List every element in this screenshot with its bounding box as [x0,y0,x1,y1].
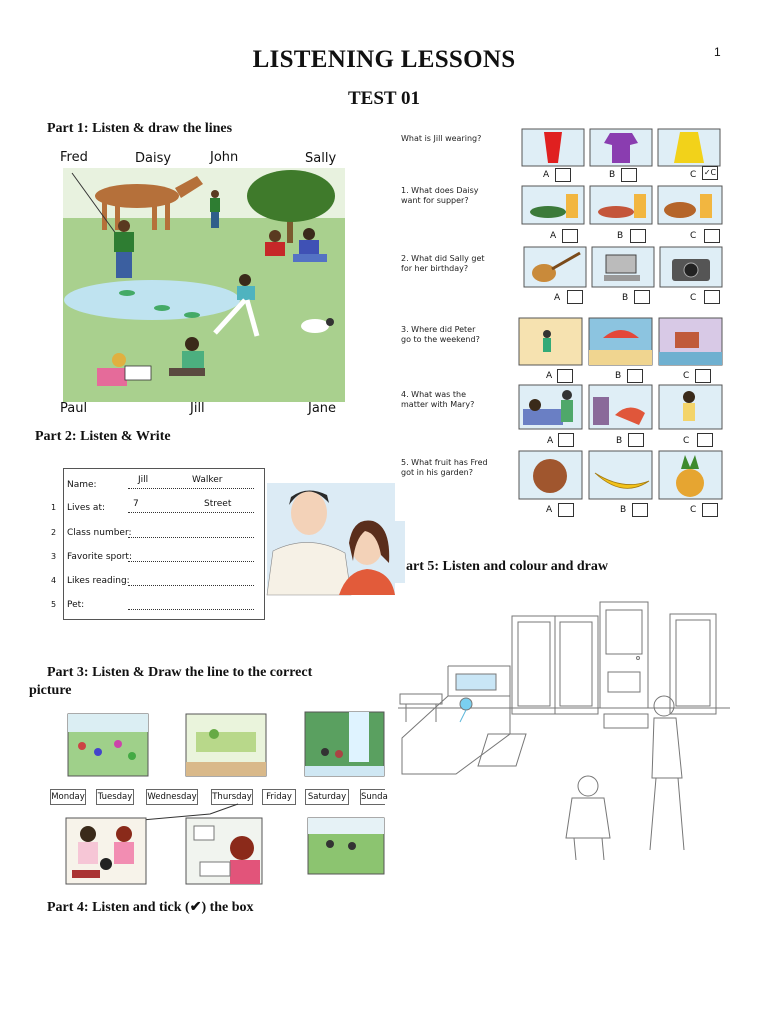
option-b-checkbox-q5[interactable] [632,503,648,517]
day-saturday[interactable]: Saturday [305,789,349,805]
option-b-checkbox-q0[interactable] [621,168,637,182]
day-thursday[interactable]: Thursday [211,789,253,805]
option-b-label-q3: B [615,371,622,381]
personal-info-form [63,468,265,620]
option-a-label-q4: A [547,436,554,446]
picture-park-walk [308,818,384,874]
option-c-label-q5: C [690,505,697,515]
option-b-label-q0: B [609,170,616,180]
page-title: LISTENING LESSONS [252,46,516,73]
option-c-label-q1: C [690,231,697,241]
form-num-2: 2 [51,528,57,537]
option-c-checkbox-q5[interactable] [702,503,718,517]
form-line-name [128,488,254,489]
park-scene-illustration [47,168,360,418]
name-sally: Sally [305,151,337,166]
day-sunday[interactable]: Sunda [360,789,385,805]
question-example: What is Jill wearing? [401,134,482,143]
option-a-label-q0: A [543,170,550,180]
form-label-name: Name: [67,480,97,490]
option-c-label-q2: C [690,293,697,303]
part5-heading: art 5: Listen and colour and draw [406,559,608,574]
form-line-favorite-sport[interactable] [128,561,254,562]
day-wednesday[interactable]: Wednesday [146,789,198,805]
picture-girl-reading [186,818,262,884]
form-label-lives-at: Lives at: [67,503,106,513]
option-c-checkbox-q1[interactable] [704,229,720,243]
answer-pictures-fruit [519,451,724,499]
page-number: 1 [714,45,721,59]
option-c-label-q4: C [683,436,690,446]
option-a-label-q5: A [546,505,553,515]
form-num-5: 5 [51,600,57,609]
picture-football-park [68,714,148,776]
option-b-checkbox-q2[interactable] [634,290,650,304]
option-a-label-q1: A [550,231,557,241]
option-a-label-q2: A [554,293,561,303]
form-num-3: 3 [51,552,57,561]
name-paul: Paul [60,401,88,416]
picture-birthday-girls [66,818,146,884]
form-label-class-number: Class number: [67,528,132,538]
name-jane: Jane [308,401,337,416]
part3-heading-cont: picture [29,683,72,698]
part3-heading: Part 3: Listen & Draw the line to the correct [47,665,313,680]
answer-pictures-birthday [524,247,724,287]
form-value-street: Street [204,499,232,509]
answer-pictures-weekend [519,318,724,365]
option-a-checkbox-q5[interactable] [558,503,574,517]
form-label-favorite-sport: Favorite sport: [67,552,132,562]
form-value-last-name: Walker [192,475,223,485]
name-jill: Jill [190,401,205,416]
option-a-checkbox-q0[interactable] [555,168,571,182]
option-c-checkbox-q4[interactable] [697,433,713,447]
form-line-lives-at[interactable] [128,512,254,513]
question-3: 3. Where did Peter go to the weekend? [401,325,480,344]
option-c-label-q3: C [683,371,690,381]
option-b-label-q1: B [617,231,624,241]
part2-heading: Part 2: Listen & Write [35,429,171,444]
form-num-1: 1 [51,503,57,512]
form-line-pet[interactable] [128,609,254,610]
part4-heading: Part 4: Listen and tick (✔) the box [47,900,254,915]
form-value-house-number: 7 [133,499,139,509]
man-woman-illustration [267,483,405,595]
day-friday[interactable]: Friday [262,789,296,805]
form-num-4: 4 [51,576,57,585]
answer-pictures-matter [519,385,724,429]
option-c-checkbox-q2[interactable] [704,290,720,304]
option-b-label-q2: B [622,293,629,303]
option-c-checkbox-q3[interactable] [695,369,711,383]
option-a-checkbox-q1[interactable] [562,229,578,243]
page-subtitle: TEST 01 [348,88,420,109]
form-label-pet: Pet: [67,600,85,610]
option-a-checkbox-q3[interactable] [557,369,573,383]
picture-waterfall-family [305,712,384,776]
option-b-checkbox-q1[interactable] [630,229,646,243]
option-b-label-q5: B [620,505,627,515]
option-c-checkbox-q0-ticked[interactable]: ✓C [702,166,718,180]
option-c-label-q0: C [690,170,697,180]
name-fred: Fred [60,150,88,165]
option-b-label-q4: B [616,436,623,446]
name-daisy: Daisy [135,151,172,166]
part1-heading: Part 1: Listen & draw the lines [47,121,233,136]
answer-pictures-supper [522,186,724,224]
option-a-checkbox-q4[interactable] [558,433,574,447]
question-5: 5. What fruit has Fred got in his garden? [401,458,488,477]
bedroom-coloring-illustration [398,598,730,866]
question-2: 2. What did Sally get for her birthday? [401,254,485,273]
question-4: 4. What was the matter with Mary? [401,390,475,409]
form-line-class-number[interactable] [128,537,254,538]
day-monday[interactable]: Monday [50,789,86,805]
picture-living-room [186,714,266,776]
form-label-likes-reading: Likes reading: [67,576,130,586]
option-b-checkbox-q3[interactable] [627,369,643,383]
option-b-checkbox-q4[interactable] [628,433,644,447]
option-a-checkbox-q2[interactable] [567,290,583,304]
name-john: John [210,150,239,165]
question-1: 1. What does Daisy want for supper? [401,186,479,205]
option-a-label-q3: A [546,371,553,381]
day-tuesday[interactable]: Tuesday [96,789,134,805]
answer-pictures-clothes [522,129,722,166]
form-value-first-name: Jill [138,475,149,485]
form-line-likes-reading[interactable] [128,585,254,586]
